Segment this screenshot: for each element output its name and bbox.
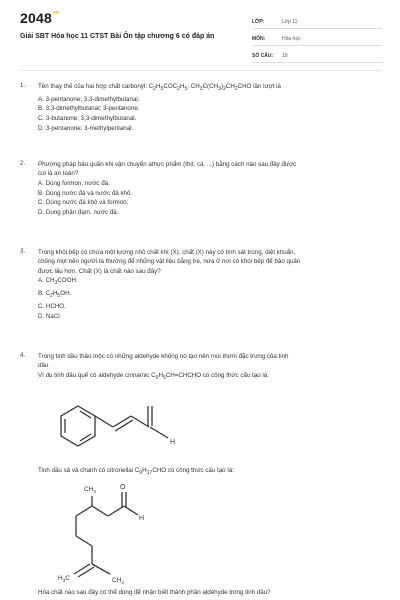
option-d[interactable]: D. Dùng phân đạm, nước đá. bbox=[38, 209, 119, 217]
question-number: 2. bbox=[20, 160, 26, 167]
cinnamaldehyde-structure bbox=[50, 396, 190, 464]
logo-suffix: vn bbox=[52, 10, 60, 16]
question-text-line: chống mọt nên người ta thường để những vật liệu bằng tre, nứa ở nơi có khói bếp để bảo quản bbox=[38, 258, 301, 266]
option-d[interactable]: D. NaCl. bbox=[38, 313, 62, 321]
meta-row-class bbox=[252, 12, 382, 29]
meta-row-count bbox=[252, 46, 382, 63]
document-title: Giải SBT Hóa học 11 CTST Bài Ôn tập chương 6 có đáp án bbox=[20, 33, 215, 40]
question-text: Tên thay thế của hai hợp chất carbonyl: $C_2H_5COC_2H_5$; $CH_3C(CH_3)_2CH_2CHO$ lần lượt là bbox=[38, 83, 281, 93]
benzene-ring bbox=[61, 406, 95, 446]
option-c[interactable]: C. 3-butanone; 3,3-dimethylbutanal. bbox=[38, 115, 137, 123]
option-d[interactable]: D. 3-pentanone; 3-methylpentanal. bbox=[38, 125, 134, 133]
option-a[interactable]: A. $CH_3COOH$. bbox=[38, 277, 78, 287]
meta-label: LỚP: bbox=[252, 19, 265, 25]
aldehyde-h-label: H bbox=[170, 439, 176, 446]
h3c-label: $H_3C$ bbox=[58, 575, 70, 583]
question-text-line: được lâu hơn. Chất (X) là chất nào sau đây? bbox=[38, 267, 161, 275]
meta-label: SỐ CÂU: bbox=[252, 53, 274, 59]
question-text-line: coi là an toàn? bbox=[38, 170, 79, 178]
page-header bbox=[0, 0, 400, 70]
option-b[interactable]: B. $C_2H_5OH$. bbox=[38, 290, 72, 300]
aldehyde-h-label: H bbox=[139, 515, 145, 522]
meta-value: Hóa học bbox=[282, 36, 301, 42]
meta-info bbox=[252, 12, 382, 63]
question-end-text: Hóa chất nào sau đây có thể dùng để nhận biết thành phần aldehyde trong tinh dầu? bbox=[38, 589, 271, 596]
methyl-label-bottom: $CH_3$ bbox=[112, 577, 124, 585]
option-b[interactable]: B. Dùng nước đá và nước đá khô. bbox=[38, 189, 133, 197]
question-text-line: Phương pháp bảo quản khi vận chuyển athực phẩm (thịt, cá, ...) bằng cách nào sau đây được bbox=[38, 161, 297, 168]
methyl-label-top: $CH_3$ bbox=[84, 486, 96, 494]
question-number: 4. bbox=[20, 352, 26, 359]
option-b[interactable]: B. 3,3-dimethylbutanal; 3-pentanone. bbox=[38, 105, 140, 113]
option-c[interactable]: C. Dùng nước đá khô và formon. bbox=[38, 199, 129, 207]
question-text-line: Trong tinh dầu thảo mộc có những aldehyde không no tạo nên mùi thơm đặc trưng của tinh bbox=[38, 353, 289, 360]
question-text-line: dầu. bbox=[38, 362, 51, 370]
example-citronellal-text: Tinh dầu sả và chanh có citronellal $C_9H_{17}CHO$ có công thức cấu tạo là: bbox=[38, 467, 234, 477]
option-a[interactable]: A. 3-pentanone; 3,3-dimethylbutanal. bbox=[38, 95, 140, 103]
question-number: 3. bbox=[20, 248, 26, 255]
question-number: 1. bbox=[20, 82, 26, 89]
meta-row-subject bbox=[252, 29, 382, 46]
citronellal-structure bbox=[50, 480, 200, 592]
option-a[interactable]: A. Dùng formon, nước đá. bbox=[38, 179, 110, 187]
header-divider bbox=[20, 70, 382, 71]
oxygen-label: O bbox=[120, 484, 126, 491]
option-c[interactable]: C. HCHO. bbox=[38, 303, 66, 311]
question-text-line: Trong khói bếp có chứa một lượng nhỏ chất khí (X), chất (X) này có tính sát trùng, diệt khuẩn, bbox=[38, 249, 296, 256]
meta-value: 19 bbox=[282, 53, 288, 59]
meta-label: MÔN: bbox=[252, 36, 266, 42]
meta-value: Lớp 11 bbox=[282, 19, 298, 25]
site-logo[interactable]: $2048^{vn}$ bbox=[20, 10, 60, 26]
example-cinnamic-text: Ví dụ tinh dầu quế có aldehyde cinnamic $C_6H_5CH=CHCHO$ có công thức cấu tạo là: bbox=[38, 371, 269, 382]
